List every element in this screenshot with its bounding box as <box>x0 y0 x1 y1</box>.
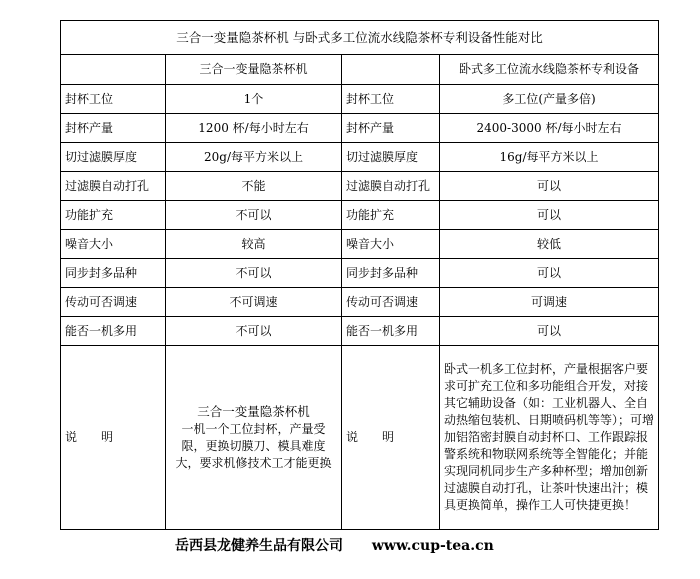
row-right-value: 较低 <box>440 230 659 259</box>
table-row <box>61 317 659 346</box>
row-left-value: 1个 <box>166 85 342 114</box>
row-left-value: 不能 <box>166 172 342 201</box>
row-label: 传动可否调速 <box>342 288 440 317</box>
footer <box>175 535 494 555</box>
row-label: 噪音大小 <box>61 230 166 259</box>
description-label: 说 明 <box>342 346 440 530</box>
row-right-value: 16g/每平方米以上 <box>440 143 659 172</box>
footer-company: 岳西县龙健养生品有限公司 <box>175 538 343 554</box>
header-right-machine: 卧式多工位流水线隐茶杯专利设备 <box>440 55 659 85</box>
row-left-value: 不可调速 <box>166 288 342 317</box>
row-label: 传动可否调速 <box>61 288 166 317</box>
description-left-text: 一机一个工位封杯，产量受限，更换切膜刀、模具难度大，要求机修技术工才能更换 <box>175 422 332 470</box>
table-row <box>61 230 659 259</box>
table-row <box>61 259 659 288</box>
header-row <box>61 55 659 85</box>
row-left-value: 不可以 <box>166 201 342 230</box>
row-right-value: 可以 <box>440 201 659 230</box>
row-label: 切过滤膜厚度 <box>342 143 440 172</box>
row-right-value: 2400-3000 杯/每小时左右 <box>440 114 659 143</box>
header-empty-left <box>61 55 166 85</box>
row-label: 同步封多品种 <box>342 259 440 288</box>
table-row <box>61 143 659 172</box>
row-label: 封杯工位 <box>61 85 166 114</box>
comparison-sheet <box>60 20 658 530</box>
row-right-value: 可调速 <box>440 288 659 317</box>
title-row <box>61 21 659 55</box>
header-left-machine: 三合一变量隐茶杯机 <box>166 55 342 85</box>
row-right-value: 多工位(产量多倍) <box>440 85 659 114</box>
table-row <box>61 201 659 230</box>
table-title: 三合一变量隐茶杯机 与卧式多工位流水线隐茶杯专利设备性能对比 <box>61 21 659 55</box>
description-right-text: 卧式一机多工位封杯，产量根据客户要求可扩充工位和多功能组合开发，对接其它辅助设备（如：工业机器人、全自动热缩包装机、日期喷码机等等）；可增加铝箔密封膜自动封杯口、工作跟踪报警系统和物联网系统等全智能化；并能实现同机同步生产多种杯型；增加创新过滤膜自动打孔，让茶叶快速出汁；模具更换简单，操作工人可快捷更换！ <box>440 346 659 530</box>
row-left-value: 20g/每平方米以上 <box>166 143 342 172</box>
table-row <box>61 114 659 143</box>
row-right-value: 可以 <box>440 317 659 346</box>
row-left-value: 不可以 <box>166 259 342 288</box>
description-row <box>61 346 659 530</box>
header-empty-right <box>342 55 440 85</box>
row-label: 封杯工位 <box>342 85 440 114</box>
table-row <box>61 288 659 317</box>
row-label: 过滤膜自动打孔 <box>342 172 440 201</box>
row-label: 封杯产量 <box>61 114 166 143</box>
row-label: 封杯产量 <box>342 114 440 143</box>
comparison-table <box>60 20 659 530</box>
row-label: 同步封多品种 <box>61 259 166 288</box>
row-right-value: 可以 <box>440 259 659 288</box>
row-label: 功能扩充 <box>342 201 440 230</box>
table-row <box>61 172 659 201</box>
table-row <box>61 85 659 114</box>
description-left-title: 三合一变量隐茶杯机 <box>197 404 310 419</box>
row-label: 过滤膜自动打孔 <box>61 172 166 201</box>
footer-url: www.cup-tea.cn <box>371 538 494 554</box>
row-right-value: 可以 <box>440 172 659 201</box>
row-label: 噪音大小 <box>342 230 440 259</box>
row-label: 切过滤膜厚度 <box>61 143 166 172</box>
row-left-value: 不可以 <box>166 317 342 346</box>
row-label: 能否一机多用 <box>61 317 166 346</box>
description-label: 说 明 <box>61 346 166 530</box>
row-label: 功能扩充 <box>61 201 166 230</box>
row-left-value: 较高 <box>166 230 342 259</box>
row-left-value: 1200 杯/每小时左右 <box>166 114 342 143</box>
row-label: 能否一机多用 <box>342 317 440 346</box>
description-left <box>166 346 342 530</box>
